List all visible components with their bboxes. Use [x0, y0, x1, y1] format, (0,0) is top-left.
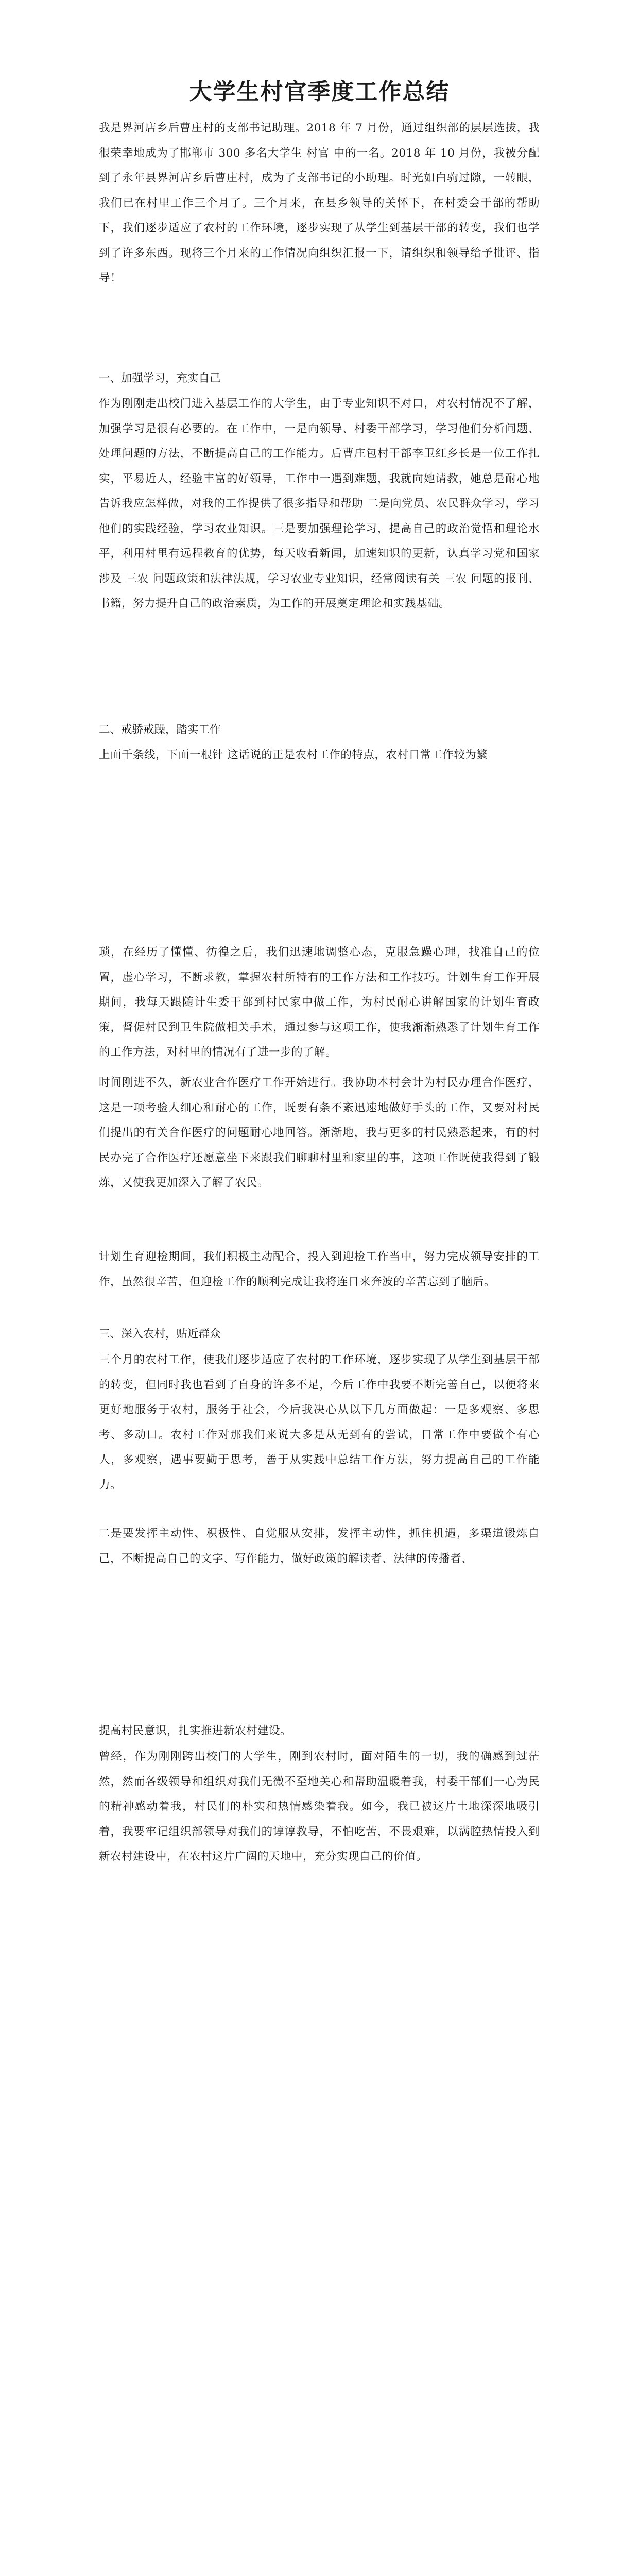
section-3-heading: 三、深入农村，贴近群众 — [99, 1328, 221, 1341]
intro-paragraph: 我是界河店乡后曹庄村的支部书记助理。2018 年 7 月份，通过组织部的层层选拔，我很荣幸地成为了邯郸市 300 多名大学生 村官 中的一名。2018 年 10 月份，我被分配到了永年县界河店乡后曹庄村，成为了支部书记的小助理。时光如白驹过隙，一转眼，我们已在村里工作三个月了。三个月来，在县乡领导的关怀下，在村委会干部的帮助下，我们逐步适应了农村的工作环境，逐步实现了从学生到基层干部的转变，我们也学到了许多东西。现将三个月来的工作情况向组织汇报一下，请组织和领导给予批评、指导！ — [99, 122, 540, 284]
section-3-paragraph-4: 曾经，作为刚刚跨出校门的大学生，刚到农村时，面对陌生的一切，我的确感到过茫然，然而各级领导和组织对我们无微不至地关心和帮助温暖着我，村委干部们一心为民的精神感动着我，村民们的朴实和热情感染着我。如今，我已被这片土地深深地吸引着，我要牢记组织部领导对我们的谆谆教导，不怕吃苦，不畏艰难，以满腔热情投入到新农村建设中，在农村这片广阔的天地中，充分实现自己的价值。 — [99, 1750, 540, 1863]
section-1-heading: 一、加强学习，充实自己 — [99, 372, 221, 385]
section-2-paragraph-3: 计划生育迎检期间，我们积极主动配合，投入到迎检工作当中，努力完成领导安排的工作，虽然很辛苦，但迎检工作的顺利完成让我将连日来奔波的辛苦忘到了脑后。 — [99, 1250, 540, 1289]
section-2-heading: 二、戒骄戒躁，踏实工作 — [99, 723, 221, 736]
section-2-continuation-paragraph: 琐，在经历了懂懂、彷徨之后，我们迅速地调整心态，克服急躁心理，找准自己的位置，虚心学习，不断求教，掌握农村所特有的工作方法和工作技巧。计划生育工作开展期间，我每天跟随计生委干部到村民家中做工作，为村民耐心讲解国家的计划生育政策，督促村民到卫生院做相关手术，通过参与这项工作，使我渐渐熟悉了计划生育工作的工作方法，对村里的情况有了进一步的了解。 — [99, 946, 540, 1059]
document-title: 大学生村官季度工作总结 — [189, 79, 450, 105]
section-2-paragraph-2: 时间刚进不久，新农业合作医疗工作开始进行。我协助本村会计为村民办理合作医疗，这是一项考验人细心和耐心的工作，既要有条不紊迅速地做好手头的工作，又要对村民们提出的有关合作医疗的问题耐心地回答。渐渐地，我与更多的村民熟悉起来，有的村民办完了合作医疗还愿意坐下来跟我们聊聊村里和家里的事，这项工作既使我得到了锻炼，又使我更加深入了解了农民。 — [99, 1076, 540, 1189]
section-3-paragraph-2: 二是要发挥主动性、积极性、自觉服从安排，发挥主动性，抓住机遇，多渠道锻炼自己，不断提高自己的文字、写作能力，做好政策的解读者、法律的传播者、 — [99, 1527, 540, 1565]
section-3-paragraph-3: 提高村民意识，扎实推进新农村建设。 — [99, 1724, 292, 1737]
section-3-paragraph-1: 三个月的农村工作，使我们逐步适应了农村的工作环境，逐步实现了从学生到基层干部的转变，但同时我也看到了自身的许多不足，今后工作中我要不断完善自己，以便将来更好地服务于农村，服务于社会，今后我决心从以下几方面做起：一是多观察、多思考、多动口。农村工作对那我们来说大多是从无到有的尝试，日常工作中要做个有心人，多观察，遇事要勤于思考，善于从实践中总结工作方法，努力提高自己的工作能力。 — [99, 1353, 540, 1492]
section-1-paragraph: 作为刚刚走出校门进入基层工作的大学生，由于专业知识不对口，对农村情况不了解，加强学习是很有必要的。在工作中，一是向领导、村委干部学习，学习他们分析问题、处理问题的方法，不断提高自己的工作能力。后曹庄包村干部李卫红乡长是一位工作扎实，平易近人，经验丰富的好领导，工作中一遇到难题，我就向她请教，她总是耐心地告诉我应怎样做，对我的工作提供了很多指导和帮助 二是向党员、农民群众学习，学习他们的实践经验，学习农业知识。三是要加强理论学习，提高自己的政治觉悟和理论水平，利用村里有远程教育的优势，每天收看新闻，加速知识的更新，认真学习党和国家涉及 三农 问题政策和法律法规，学习农业专业知识，经常阅读有关 三农 问题的报刊、书籍，努力提升自己的政治素质，为工作的开展奠定理论和实践基础。 — [99, 397, 540, 610]
section-2-lead-paragraph: 上面千条线，下面一根针 这话说的正是农村工作的特点，农村日常工作较为繁 — [99, 749, 488, 761]
